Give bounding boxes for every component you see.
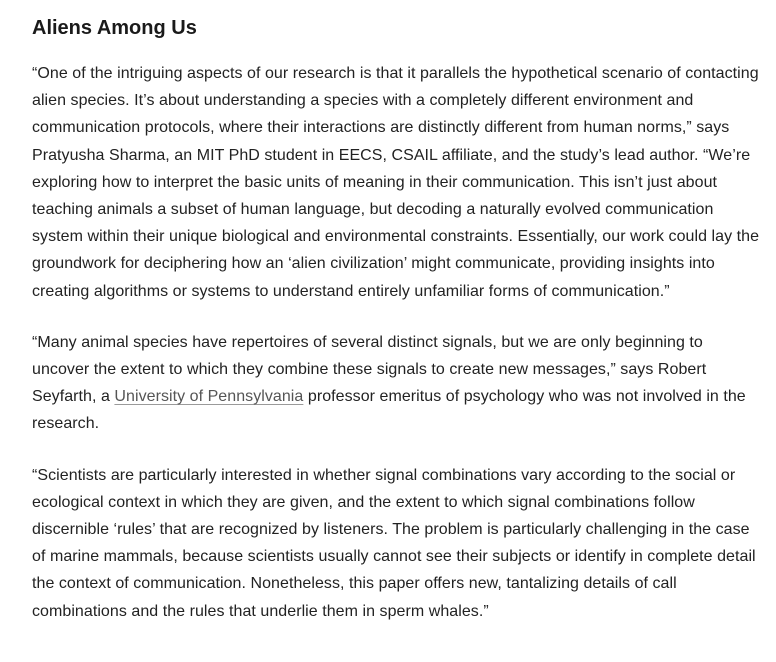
paragraph-seyfarth-quote — [32, 329, 760, 438]
paragraph-text-after-link: professor emeritus of psychology who was not involved in the research. — [32, 388, 746, 433]
paragraph-scientists-quote: “Scientists are particularly interested in whether signal combinations vary according to the social or ecological context in which they are given, and the extent to which signal combinations follow discernible ‘rules’ that are recognized by listeners. The problem is particularly challenging in the case of marine mammals, because scientists usually cannot see their subjects or identify in complete detail the context of communication. Nonetheless, this paper offers new, tantalizing details of call combinations and the rules that underlie them in sperm whales.” — [32, 466, 756, 620]
university-of-pennsylvania-link[interactable]: University of Pennsylvania — [114, 388, 304, 406]
paragraph-text-before-link: “Many animal species have repertoires of several distinct signals, but we are only beginning to uncover the extent to which they combine these signals to create new messages,” says Robert Seyfarth, a — [32, 333, 707, 406]
paragraph-sharma-quote: “One of the intriguing aspects of our research is that it parallels the hypothetical scenario of contacting alien species. It’s about understanding a species with a completely different environment and communication protocols, where their interactions are distinctly different from human norms,” says Pratyusha Sharma, an MIT PhD student in EECS, CSAIL affiliate, and the study’s lead author. “We’re exploring how to interpret the basic units of meaning in their communication. This isn’t just about teaching animals a subset of human language, but decoding a naturally evolved communication system within their unique biological and environmental constraints. Essentially, our work could lay the groundwork for deciphering how an ‘alien civilization’ might communicate, providing insights into creating algorithms or systems to understand entirely unfamiliar forms of communication.” — [32, 65, 760, 300]
article-body — [32, 14, 760, 649]
section-heading: Aliens Among Us — [32, 17, 197, 39]
